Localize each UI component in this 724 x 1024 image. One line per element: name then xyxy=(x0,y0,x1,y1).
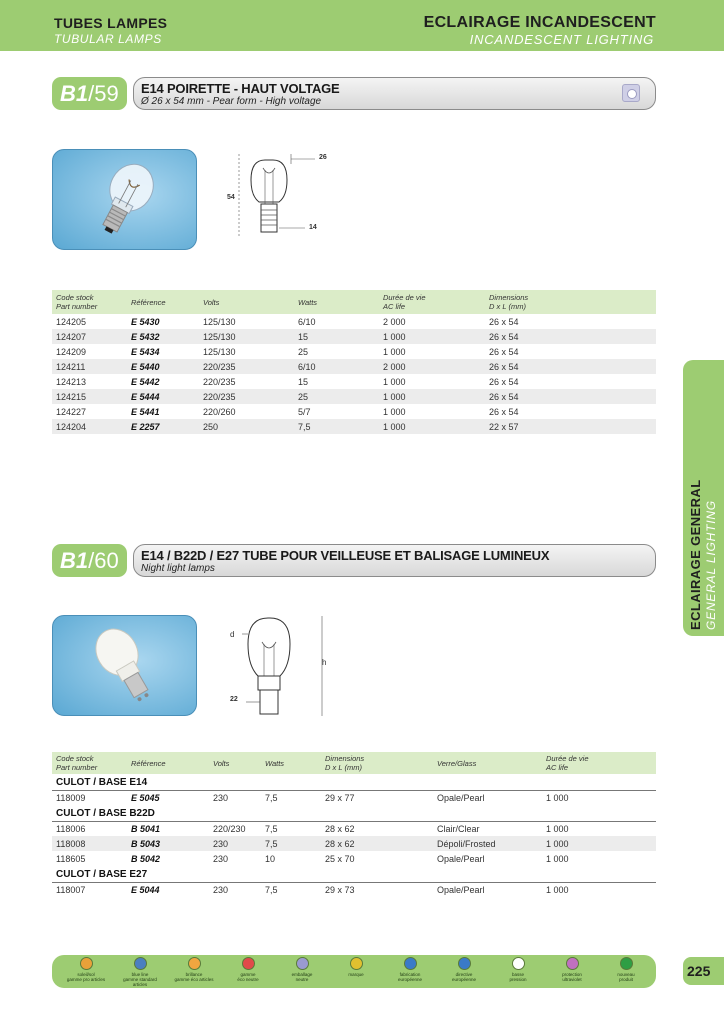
legend-label: directive xyxy=(455,972,473,977)
table-cell: 28 x 62 xyxy=(321,836,433,851)
header-label-fr: Volts xyxy=(213,758,230,768)
legend-item xyxy=(64,957,108,982)
legend-label: brillance xyxy=(185,972,203,977)
legend-item xyxy=(226,957,270,982)
section2-dim-d: d xyxy=(230,630,235,639)
table-cell: 230 xyxy=(213,792,229,803)
table-row xyxy=(52,821,656,836)
new-product-icon xyxy=(620,957,633,970)
table-cell: 125/130 xyxy=(199,329,294,344)
table-cell: 1 000 xyxy=(379,389,485,404)
section2-subtitle: Night light lamps xyxy=(141,563,215,574)
section1-col-header xyxy=(52,290,127,314)
section2-dim-base: 22 xyxy=(230,696,238,703)
pearl-bulb-icon xyxy=(53,616,197,716)
header-label-fr: Dimensions xyxy=(325,754,365,763)
table-row xyxy=(52,790,656,805)
header-label-fr: Code stock xyxy=(56,293,94,302)
table-cell: E 2257 xyxy=(127,419,199,434)
group-row xyxy=(52,805,656,821)
legend-label: protection xyxy=(562,972,582,977)
header-label-fr: Code stock xyxy=(56,754,94,763)
table-cell: B 5042 xyxy=(131,853,161,864)
low-pressure-icon xyxy=(512,957,525,970)
legend-sublabel: produit xyxy=(619,977,633,982)
table-row xyxy=(52,374,656,389)
table-cell: 124215 xyxy=(52,389,127,404)
header-label-en: AC life xyxy=(546,763,569,772)
header-label-fr: Référence xyxy=(131,758,166,768)
table-cell: 1 000 xyxy=(546,884,569,895)
table-cell: E 5440 xyxy=(127,359,199,374)
side-tab-title: ECLAIRAGE GENERAL xyxy=(688,479,703,630)
legend-sublabel: gamme pro articles xyxy=(66,977,106,982)
header-label-fr: Watts xyxy=(265,758,285,768)
legend-sublabel: éco neutre xyxy=(237,977,259,982)
table-cell: E 5045 xyxy=(131,792,160,803)
euro-directive-icon xyxy=(458,957,471,970)
table-cell: 28 x 62 xyxy=(325,823,355,834)
section2-col-header xyxy=(52,752,127,774)
table-row xyxy=(52,404,656,419)
header-label-en: D x L (mm) xyxy=(489,302,526,311)
section1-col-header xyxy=(127,290,199,314)
table-cell: 7,5 xyxy=(261,836,321,851)
section2-dimension-drawing xyxy=(226,612,336,722)
led-icon xyxy=(242,957,255,970)
legend-item xyxy=(334,957,378,977)
legend-label: blue line xyxy=(131,972,149,977)
table-cell: 1 000 xyxy=(542,836,656,851)
table-cell: 1 000 xyxy=(379,329,485,344)
table-cell: Opale/Pearl xyxy=(437,884,485,895)
table-cell: 10 xyxy=(265,853,276,864)
table-cell: 125/130 xyxy=(203,346,236,357)
table-row xyxy=(52,389,656,404)
section1-dimension-drawing xyxy=(225,148,335,254)
section1-code-main: B1 xyxy=(60,81,89,106)
section1-dim-height: 54 xyxy=(227,194,235,201)
section2-col-header xyxy=(542,752,656,774)
section1-title-banner xyxy=(133,77,656,110)
table-cell: 124205 xyxy=(56,316,87,327)
group-row xyxy=(52,774,656,790)
blue-line-icon xyxy=(134,957,147,970)
table-cell: E 5434 xyxy=(131,346,160,357)
section2-title-banner xyxy=(133,544,656,577)
section2-col-header xyxy=(209,752,261,774)
section1-subtitle: Ø 26 x 54 mm - Pear form - High voltage xyxy=(141,96,322,107)
table-cell: 230 xyxy=(213,884,229,895)
section2-col-header xyxy=(321,752,433,774)
section1-code-sub: /59 xyxy=(88,81,119,106)
table-cell: 220/260 xyxy=(203,406,236,417)
section2-dim-h: h xyxy=(322,658,327,667)
table-row xyxy=(52,419,656,434)
side-tab-subtitle: GENERAL LIGHTING xyxy=(704,500,718,630)
table-cell: 15 xyxy=(294,329,379,344)
table-cell: 22 x 57 xyxy=(485,419,656,434)
legend-sublabel: neutre xyxy=(295,977,309,982)
group-label: CULOT / BASE E27 xyxy=(52,866,656,882)
table-cell: 26 x 54 xyxy=(485,359,656,374)
legend-sublabel: ultraviolet xyxy=(562,977,582,982)
section2-col-header xyxy=(261,752,321,774)
section2-code-sub: /60 xyxy=(88,548,119,573)
table-cell: 220/235 xyxy=(199,389,294,404)
table-cell: 29 x 73 xyxy=(325,884,355,895)
table-cell: 15 xyxy=(298,376,309,387)
table-cell: 124207 xyxy=(52,329,127,344)
table-cell: Clair/Clear xyxy=(437,823,480,834)
table-cell: E 5044 xyxy=(131,884,160,895)
table-row xyxy=(52,851,656,866)
section1-col-header xyxy=(379,290,485,314)
table-cell: 220/235 xyxy=(199,359,294,374)
section2-col-header xyxy=(433,752,542,774)
page-number: 225 xyxy=(683,957,724,985)
footer-legend-bar xyxy=(52,955,656,988)
lamp-category-icon xyxy=(622,84,640,102)
legend-item xyxy=(550,957,594,982)
section2-code-badge xyxy=(52,544,127,577)
table-cell: 26 x 54 xyxy=(485,329,656,344)
legend-sublabel: européenne xyxy=(397,977,423,982)
euro-factory-icon xyxy=(404,957,417,970)
section2-code-main: B1 xyxy=(60,548,89,573)
header-label-fr: Verre/Glass xyxy=(437,758,477,768)
table-cell: E 5430 xyxy=(131,316,160,327)
legend-item xyxy=(388,957,432,982)
table-cell: 7,5 xyxy=(265,792,278,803)
header-label-en: Part number xyxy=(56,302,98,311)
legend-item xyxy=(118,957,162,987)
table-cell: 25 xyxy=(294,389,379,404)
table-cell: 7,5 xyxy=(265,823,278,834)
table-row xyxy=(52,882,656,897)
table-cell: E 5441 xyxy=(131,406,160,417)
table-cell: 124213 xyxy=(56,376,87,387)
header-right-subtitle: INCANDESCENT LIGHTING xyxy=(469,32,654,47)
table-cell: 124211 xyxy=(52,359,127,374)
table-cell: 26 x 54 xyxy=(485,389,656,404)
table-cell: Dépoli/Frosted xyxy=(433,836,542,851)
header-label-en: Part number xyxy=(56,763,98,772)
table-cell: 118605 xyxy=(56,853,86,864)
section1-product-photo xyxy=(52,149,197,250)
table-row xyxy=(52,836,656,851)
table-cell: E 5432 xyxy=(127,329,199,344)
table-cell: 118006 xyxy=(56,823,86,834)
pear-bulb-clear-icon xyxy=(53,150,197,250)
page-header xyxy=(0,0,724,51)
legend-label: gamme xyxy=(240,972,256,977)
table-row xyxy=(52,359,656,374)
table-cell: 118009 xyxy=(56,792,86,803)
header-right-title: ECLAIRAGE INCANDESCENT xyxy=(423,14,656,31)
table-cell: 1 000 xyxy=(383,346,406,357)
group-row xyxy=(52,866,656,882)
table-row xyxy=(52,344,656,359)
table-cell: 7,5 xyxy=(265,884,278,895)
table-cell: 220/235 xyxy=(203,376,236,387)
table-cell: 230 xyxy=(213,853,229,864)
header-label-fr: Durée de vie xyxy=(546,754,589,763)
legend-sublabel: gamme éco articles xyxy=(174,977,214,982)
section1-dim-base: 14 xyxy=(309,224,317,231)
legend-label: fabrication xyxy=(399,972,421,977)
section2-product-photo xyxy=(52,615,197,716)
table-cell: 2 000 xyxy=(383,316,406,327)
legend-label: marque xyxy=(348,972,364,977)
header-label-fr: Référence xyxy=(131,297,166,307)
table-cell: 26 x 54 xyxy=(489,316,519,327)
section1-code-badge xyxy=(52,77,127,110)
table-cell: 7,5 xyxy=(294,419,379,434)
side-category-tab xyxy=(683,360,724,636)
header-label-en: AC life xyxy=(383,302,406,311)
table-cell: 25 x 70 xyxy=(325,853,355,864)
table-cell: 26 x 54 xyxy=(489,376,519,387)
header-left-title: TUBES LAMPES xyxy=(54,15,168,31)
table-row xyxy=(52,314,656,329)
table-cell: 1 000 xyxy=(546,853,569,864)
legend-sublabel: gamme standard articles xyxy=(123,977,157,987)
table-cell: 5/7 xyxy=(298,406,311,417)
header-label-en: D x L (mm) xyxy=(325,763,362,772)
legend-label: basse xyxy=(511,972,524,977)
table-cell: 1 000 xyxy=(379,419,485,434)
legend-item xyxy=(496,957,540,982)
table-cell: 124204 xyxy=(52,419,127,434)
brilliance-icon xyxy=(188,957,201,970)
legend-item xyxy=(280,957,324,982)
table-row xyxy=(52,329,656,344)
table-cell: 124209 xyxy=(56,346,87,357)
table-cell: 29 x 77 xyxy=(325,792,355,803)
legend-item xyxy=(442,957,486,982)
uv-protection-icon xyxy=(566,957,579,970)
legend-sublabel: pression xyxy=(509,977,527,982)
section1-table xyxy=(52,290,656,434)
legend-item xyxy=(604,957,648,982)
table-cell: 220/230 xyxy=(213,823,246,834)
section2-table-header xyxy=(52,752,656,774)
section1-col-header xyxy=(294,290,379,314)
table-cell: Opale/Pearl xyxy=(437,853,485,864)
header-label-fr: Watts xyxy=(298,297,318,307)
table-cell: 1 000 xyxy=(383,406,406,417)
section1-title: E14 POIRETTE - HAUT VOLTAGE xyxy=(141,81,340,96)
table-cell: 26 x 54 xyxy=(489,406,519,417)
group-label: CULOT / BASE E14 xyxy=(52,774,656,790)
table-cell: 26 x 54 xyxy=(489,346,519,357)
table-cell: 118008 xyxy=(52,836,127,851)
table-cell: 125/130 xyxy=(203,316,236,327)
packaging-icon xyxy=(296,957,309,970)
table-cell: B 5041 xyxy=(131,823,161,834)
section1-col-header xyxy=(199,290,294,314)
group-label: CULOT / BASE B22D xyxy=(52,805,656,821)
table-cell: 1 000 xyxy=(546,792,569,803)
header-label-fr: Dimensions xyxy=(489,293,529,302)
legend-label: soleil/sol xyxy=(77,972,95,977)
header-label-fr: Durée de vie xyxy=(383,293,426,302)
table-cell: 118007 xyxy=(56,884,86,895)
table-cell: B 5043 xyxy=(127,836,209,851)
table-cell: 1 000 xyxy=(546,823,569,834)
table-cell: 124227 xyxy=(56,406,87,417)
section2-table xyxy=(52,752,656,897)
section2-title: E14 / B22D / E27 TUBE POUR VEILLEUSE ET BALISAGE LUMINEUX xyxy=(141,548,550,563)
section1-col-header xyxy=(485,290,656,314)
legend-label: emballage xyxy=(291,972,313,977)
sun-icon xyxy=(80,957,93,970)
table-cell: E 5442 xyxy=(131,376,160,387)
table-cell: 6/10 xyxy=(294,359,379,374)
legend-sublabel: européenne xyxy=(451,977,477,982)
table-cell: Opale/Pearl xyxy=(437,792,485,803)
legend-item xyxy=(172,957,216,982)
header-left-subtitle: TUBULAR LAMPS xyxy=(54,32,162,46)
brand-icon xyxy=(350,957,363,970)
table-cell: E 5444 xyxy=(127,389,199,404)
header-label-fr: Volts xyxy=(203,297,220,307)
legend-label: nouveau xyxy=(617,972,635,977)
section2-col-header xyxy=(127,752,209,774)
table-cell: 250 xyxy=(199,419,294,434)
section1-dim-top: 26 xyxy=(319,154,327,161)
table-cell: 1 000 xyxy=(383,376,406,387)
table-cell: 6/10 xyxy=(298,316,316,327)
table-cell: 230 xyxy=(209,836,261,851)
table-cell: 25 xyxy=(298,346,309,357)
section1-table-header xyxy=(52,290,656,314)
table-cell: 2 000 xyxy=(379,359,485,374)
